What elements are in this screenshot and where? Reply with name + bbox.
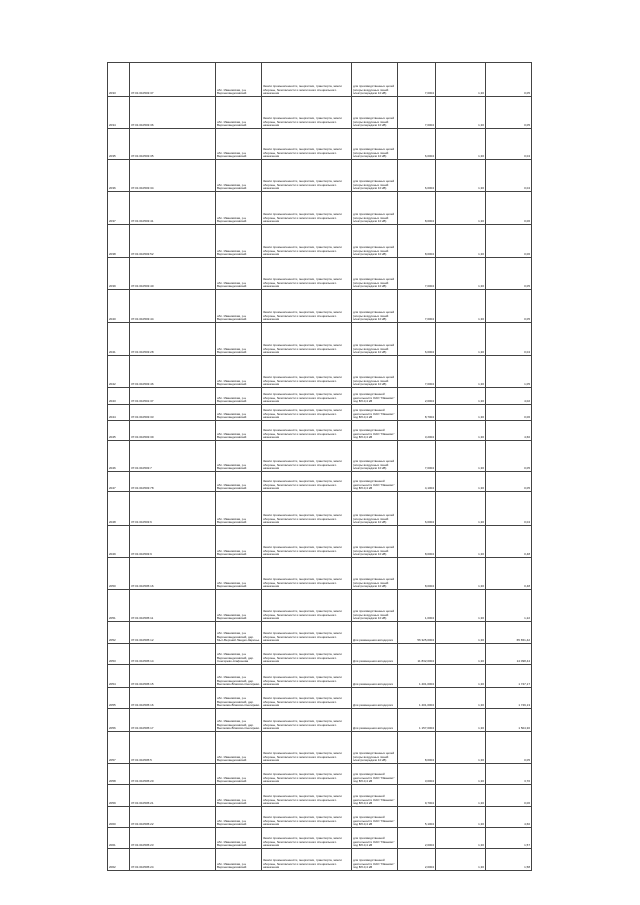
table-row — [108, 828, 532, 849]
cadastral-number: 37:01:010503:7 — [130, 441, 216, 472]
table-body — [108, 63, 532, 871]
permitted-use: для производственных целей (опоры воздушных линий электропередачи 10 кВ) — [352, 558, 398, 590]
table-row — [108, 732, 532, 764]
area-value: 7,0004 — [398, 258, 436, 290]
cadastral-number: 37:01:010501:37 — [130, 388, 216, 405]
sum-value: 0,06 — [486, 192, 532, 225]
coefficient-value: 1,30 — [436, 644, 486, 665]
land-category: Земли промышленности, энергетики, транспорта, земли обороны, безопасности и земли иного специального назначения — [262, 764, 352, 785]
coefficient-value: 1,30 — [436, 849, 486, 871]
coefficient-value: 1,30 — [436, 807, 486, 828]
address: обл. Ивановская, р-н Верхнеландеховский — [216, 526, 262, 558]
table-row — [108, 764, 532, 785]
table-row — [108, 290, 532, 323]
row-number: 2050 — [108, 558, 130, 590]
coefficient-value: 1,30 — [436, 688, 486, 709]
coefficient-value: 1,30 — [436, 258, 486, 290]
cadastral-number: 37:01:010505:16 — [130, 688, 216, 709]
permitted-use: для производственной деятельности ОАО "Иваново" под ВЛ-0,4 кВ — [352, 764, 398, 785]
coefficient-value: 1,30 — [436, 828, 486, 849]
permitted-use: Для размещения автодороги — [352, 688, 398, 709]
sum-value: 0,04 — [486, 323, 532, 356]
land-category: Земли промышленности, энергетики, транспорта, земли обороны, безопасности и земли иного специального назначения — [262, 644, 352, 665]
address: обл. Ивановская, р-н Верхнеландеховский — [216, 356, 262, 388]
table-row — [108, 492, 532, 526]
land-category: Земли промышленности, энергетики, транспорта, земли обороны, безопасности и земли иного специального назначения — [262, 356, 352, 388]
row-number: 2042 — [108, 356, 130, 388]
cadastral-number: 37:01:010503:36 — [130, 97, 216, 129]
cadastral-number: 37:01:010503:37 — [130, 63, 216, 97]
land-category: Земли промышленности, энергетики, транспорта, земли обороны, безопасности и земли иного специального назначения — [262, 622, 352, 644]
sum-value: 1,58 — [486, 849, 532, 871]
row-number: 2043 — [108, 388, 130, 405]
land-category: Земли промышленности, энергетики, транспорта, земли обороны, безопасности и земли иного специального назначения — [262, 290, 352, 323]
address: обл. Ивановская, р-н Верхнеландеховский, дер. Мыт-Верхний Ландех-Заречье — [216, 622, 262, 644]
row-number: 2047 — [108, 472, 130, 492]
cadastral-number: 37:01:010505:21 — [130, 785, 216, 807]
row-number: 2051 — [108, 590, 130, 622]
coefficient-value: 1,30 — [436, 323, 486, 356]
table-row — [108, 644, 532, 665]
sum-value: 1 747,17 — [486, 665, 532, 688]
cadastral-number: 37:01:010505:16 — [130, 558, 216, 590]
address: обл. Ивановская, р-н Верхнеландеховский — [216, 225, 262, 258]
table-row — [108, 709, 532, 732]
cadastral-number: 37:01:010503:78 — [130, 472, 216, 492]
cadastral-number: 37:01:010505:20 — [130, 764, 216, 785]
area-value: 56 325,0004 — [398, 622, 436, 644]
address: обл. Ивановская, р-н Верхнеландеховский — [216, 258, 262, 290]
row-number: 2055 — [108, 688, 130, 709]
address: обл. Ивановская, р-н Верхнеландеховский — [216, 558, 262, 590]
permitted-use: для производственных целей (опоры воздушных линий электропередачи 10 кВ) — [352, 732, 398, 764]
row-number: 2049 — [108, 526, 130, 558]
permitted-use: для производственных целей (опоры воздушных линий электропередачи 10 кВ) — [352, 63, 398, 97]
coefficient-value: 1,30 — [436, 192, 486, 225]
coefficient-value: 1,30 — [436, 665, 486, 688]
row-number: 2035 — [108, 129, 130, 160]
table-row — [108, 622, 532, 644]
sum-value: 1,05 — [486, 356, 532, 388]
address: обл. Ивановская, р-н Верхнеландеховский — [216, 160, 262, 192]
land-category: Земли промышленности, энергетики, транспорта, земли обороны, безопасности и земли иного специального назначения — [262, 63, 352, 97]
cadastral-number: 37:01:010503:52 — [130, 225, 216, 258]
coefficient-value: 1,30 — [436, 526, 486, 558]
cadastral-number: 37:01:010505:22 — [130, 807, 216, 828]
coefficient-value: 1,30 — [436, 472, 486, 492]
land-category: Земли промышленности, энергетики, транспорта, земли обороны, безопасности и земли иного специального назначения — [262, 558, 352, 590]
table-row — [108, 785, 532, 807]
row-number: 2054 — [108, 665, 130, 688]
area-value: 2,0004 — [398, 849, 436, 871]
address: обл. Ивановская, р-н Верхнеландеховский — [216, 764, 262, 785]
sum-value: 1 749,13 — [486, 688, 532, 709]
address: обл. Ивановская, р-н Верхнеландеховский — [216, 63, 262, 97]
table-row — [108, 688, 532, 709]
table-row — [108, 665, 532, 688]
permitted-use: для производственной деятельности ОАО "Иваново" под ВЛ-0,4 кВ — [352, 828, 398, 849]
address: обл. Ивановская, р-н Верхнеландеховский — [216, 323, 262, 356]
area-value: 2,0004 — [398, 388, 436, 405]
coefficient-value: 1,30 — [436, 225, 486, 258]
sum-value: 1,57 — [486, 828, 532, 849]
address: обл. Ивановская, р-н Верхнеландеховский, дер. Высоково-Власово-Снегирево — [216, 688, 262, 709]
area-value: 6,0004 — [398, 492, 436, 526]
cadastral-number: 37:01:010505:11 — [130, 590, 216, 622]
row-number: 2053 — [108, 644, 130, 665]
table-row — [108, 421, 532, 441]
area-value: 8,0004 — [398, 192, 436, 225]
cadastral-number: 37:01:010505:17 — [130, 709, 216, 732]
area-value: 2,0004 — [398, 828, 436, 849]
cadastral-number: 37:01:010503:9 — [130, 526, 216, 558]
sum-value: 0,05 — [486, 63, 532, 97]
address: обл. Ивановская, р-н Верхнеландеховский, дер. Высоково-Власово-Снегирево — [216, 709, 262, 732]
table-row — [108, 225, 532, 258]
cadastral-number: 37:01:010503:28 — [130, 323, 216, 356]
area-value: 7,0004 — [398, 290, 436, 323]
area-value: 1 401,0004 — [398, 688, 436, 709]
land-category: Земли промышленности, энергетики, транспорта, земли обороны, безопасности и земли иного специального назначения — [262, 129, 352, 160]
table-row — [108, 526, 532, 558]
address: обл. Ивановская, р-н Верхнеландеховский — [216, 472, 262, 492]
coefficient-value: 1,30 — [436, 160, 486, 192]
area-value: 8,0004 — [398, 526, 436, 558]
address: обл. Ивановская, р-н Верхнеландеховский — [216, 192, 262, 225]
coefficient-value: 1,30 — [436, 558, 486, 590]
table-row — [108, 356, 532, 388]
permitted-use: для производственных целей (опоры воздушных линий электропередачи 10 кВ) — [352, 441, 398, 472]
area-value: 8,0004 — [398, 732, 436, 764]
area-value: 8,0004 — [398, 558, 436, 590]
row-number: 2036 — [108, 160, 130, 192]
document-sheet — [107, 62, 531, 871]
row-number: 2060 — [108, 807, 130, 828]
row-number: 2041 — [108, 323, 130, 356]
land-category: Земли промышленности, энергетики, транспорта, земли обороны, безопасности и земли иного специального назначения — [262, 709, 352, 732]
cadastral-number: 37:01:010503:40 — [130, 258, 216, 290]
table-row — [108, 388, 532, 405]
table-row — [108, 192, 532, 225]
address: обл. Ивановская, р-н Верхнеландеховский — [216, 849, 262, 871]
permitted-use: для производственной деятельности ОАО "Иваново" под ВЛ-0,4 кВ — [352, 472, 398, 492]
address: обл. Ивановская, р-н Верхнеландеховский — [216, 421, 262, 441]
row-number: 2058 — [108, 764, 130, 785]
table-row — [108, 97, 532, 129]
cadastral-number: 37:01:010503:39 — [130, 421, 216, 441]
permitted-use: для производственных целей (опоры воздушных линий электропередачи 10 кВ) — [352, 97, 398, 129]
area-value: 7,0004 — [398, 356, 436, 388]
coefficient-value: 1,30 — [436, 421, 486, 441]
row-number: 2052 — [108, 622, 130, 644]
cadastral-number: 37:01:010505:12 — [130, 622, 216, 644]
address: обл. Ивановская, р-н Верхнеландеховский — [216, 290, 262, 323]
row-number: 2062 — [108, 849, 130, 871]
land-category: Земли промышленности, энергетики, транспорта, земли обороны, безопасности и земли иного специального назначения — [262, 590, 352, 622]
cadastral-number: 37:01:010503:41 — [130, 192, 216, 225]
cadastral-number: 37:01:010505:24 — [130, 849, 216, 871]
permitted-use: для производственных целей (опоры воздушных линий электропередачи 10 кВ) — [352, 323, 398, 356]
row-number: 2034 — [108, 97, 130, 129]
permitted-use: для производственной деятельности ОАО "Иваново" под ВЛ-0,4 кВ — [352, 388, 398, 405]
sum-value: 0,06 — [486, 225, 532, 258]
area-value: 6,0004 — [398, 323, 436, 356]
table-row — [108, 441, 532, 472]
area-value: 4,1004 — [398, 472, 436, 492]
row-number: 2039 — [108, 258, 130, 290]
address: обл. Ивановская, р-н Верхнеландеховский, дер. Снегирево-Агафонова — [216, 644, 262, 665]
coefficient-value: 1,30 — [436, 709, 486, 732]
area-value: 6,0004 — [398, 160, 436, 192]
land-category: Земли промышленности, энергетики, транспорта, земли обороны, безопасности и земли иного специального назначения — [262, 807, 352, 828]
address: обл. Ивановская, р-н Верхнеландеховский — [216, 492, 262, 526]
table-row — [108, 258, 532, 290]
sum-value: 0,04 — [486, 129, 532, 160]
land-category: Земли промышленности, энергетики, транспорта, земли обороны, безопасности и земли иного специального назначения — [262, 160, 352, 192]
row-number: 2046 — [108, 441, 130, 472]
coefficient-value: 1,30 — [436, 129, 486, 160]
row-number: 2048 — [108, 492, 130, 526]
row-number: 2040 — [108, 290, 130, 323]
area-value: 1,0004 — [398, 590, 436, 622]
address: обл. Ивановская, р-н Верхнеландеховский — [216, 388, 262, 405]
sum-value: 0,06 — [486, 785, 532, 807]
address: обл. Ивановская, р-н Верхнеландеховский — [216, 97, 262, 129]
land-category: Земли промышленности, энергетики, транспорта, земли обороны, безопасности и земли иного специального назначения — [262, 849, 352, 871]
coefficient-value: 1,30 — [436, 441, 486, 472]
land-category: Земли промышленности, энергетики, транспорта, земли обороны, безопасности и земли иного специального назначения — [262, 97, 352, 129]
sum-value: 3,70 — [486, 764, 532, 785]
row-number: 2044 — [108, 405, 130, 421]
area-value: 7,0004 — [398, 63, 436, 97]
permitted-use: для производственной деятельности ОАО "Иваново" под ВЛ-0,4 кВ — [352, 785, 398, 807]
land-category: Земли промышленности, энергетики, транспорта, земли обороны, безопасности и земли иного специального назначения — [262, 421, 352, 441]
area-value: 8,0004 — [398, 225, 436, 258]
permitted-use: для производственных целей (опоры воздушных линий электропередачи 10 кВ) — [352, 492, 398, 526]
coefficient-value: 1,30 — [436, 764, 486, 785]
address: обл. Ивановская, р-н Верхнеландеховский — [216, 732, 262, 764]
address: обл. Ивановская, р-н Верхнеландеховский — [216, 807, 262, 828]
table-row — [108, 807, 532, 828]
address: обл. Ивановская, р-н Верхнеландеховский — [216, 828, 262, 849]
permitted-use: для производственной деятельности ОАО "Иваново" под ВЛ-0,4 кВ — [352, 849, 398, 871]
sum-value: 0,05 — [486, 441, 532, 472]
land-category: Земли промышленности, энергетики, транспорта, земли обороны, безопасности и земли иного специального назначения — [262, 492, 352, 526]
permitted-use: для производственных целей (опоры воздушных линий электропередачи 10 кВ) — [352, 192, 398, 225]
coefficient-value: 1,30 — [436, 290, 486, 323]
sum-value: 65 651,42 — [486, 622, 532, 644]
permitted-use: для производственных целей (опоры воздушных линий электропередачи 10 кВ) — [352, 225, 398, 258]
cadastral-number: 37:01:010503:46 — [130, 356, 216, 388]
area-value: 8,7004 — [398, 405, 436, 421]
sum-value: 0,04 — [486, 160, 532, 192]
coefficient-value: 1,30 — [436, 732, 486, 764]
coefficient-value: 1,30 — [436, 405, 486, 421]
address: обл. Ивановская, р-н Верхнеландеховский — [216, 405, 262, 421]
coefficient-value: 1,30 — [436, 63, 486, 97]
row-number: 2056 — [108, 709, 130, 732]
address: обл. Ивановская, р-н Верхнеландеховский — [216, 441, 262, 472]
cadastral-number: 37:01:010503:35 — [130, 129, 216, 160]
sum-value: 0,05 — [486, 290, 532, 323]
table-row — [108, 472, 532, 492]
sum-value: 14 098,44 — [486, 644, 532, 665]
table-row — [108, 849, 532, 871]
row-number: 2057 — [108, 732, 130, 764]
area-value: 5,1004 — [398, 807, 436, 828]
permitted-use: для производственной деятельности ОАО "Иваново" под ВЛ-0,4 кВ — [352, 405, 398, 421]
area-value: 11 832,0004 — [398, 644, 436, 665]
land-category: Земли промышленности, энергетики, транспорта, земли обороны, безопасности и земли иного специального назначения — [262, 192, 352, 225]
row-number: 2037 — [108, 192, 130, 225]
land-category: Земли промышленности, энергетики, транспорта, земли обороны, безопасности и земли иного специального назначения — [262, 526, 352, 558]
cadastral-number: 37:01:010505:5 — [130, 732, 216, 764]
coefficient-value: 1,30 — [436, 97, 486, 129]
land-category: Земли промышленности, энергетики, транспорта, земли обороны, безопасности и земли иного специального назначения — [262, 323, 352, 356]
area-value: 1 401,0004 — [398, 665, 436, 688]
cadastral-number: 37:01:010503:33 — [130, 405, 216, 421]
table-row — [108, 129, 532, 160]
sum-value: 4,60 — [486, 421, 532, 441]
table-row — [108, 590, 532, 622]
area-value: 3,2004 — [398, 421, 436, 441]
permitted-use: Для размещения автодороги — [352, 622, 398, 644]
permitted-use: для производственных целей (опоры воздушных линий электропередачи 10 кВ) — [352, 290, 398, 323]
sum-value: 0,05 — [486, 732, 532, 764]
cadastral-number: 37:01:010505:15 — [130, 665, 216, 688]
sum-value: 0,05 — [486, 258, 532, 290]
permitted-use: для производственных целей (опоры воздушных линий электропередачи 10 кВ) — [352, 356, 398, 388]
row-number: 2061 — [108, 828, 130, 849]
area-value: 7,0004 — [398, 441, 436, 472]
coefficient-value: 1,30 — [436, 388, 486, 405]
permitted-use: для производственных целей (опоры воздушных линий электропередачи 10 кВ) — [352, 129, 398, 160]
land-category: Земли промышленности, энергетики, транспорта, земли обороны, безопасности и земли иного специального назначения — [262, 405, 352, 421]
permitted-use: для производственной деятельности ОАО "Иваново" под ВЛ-0,4 кВ — [352, 807, 398, 828]
sum-value: 0,05 — [486, 97, 532, 129]
land-category: Земли промышленности, энергетики, транспорта, земли обороны, безопасности и земли иного специального назначения — [262, 258, 352, 290]
cadastral-number: 37:01:010505:23 — [130, 828, 216, 849]
cadastral-number: 37:01:010505:14 — [130, 644, 216, 665]
permitted-use: Для размещения автодороги — [352, 644, 398, 665]
table-row — [108, 405, 532, 421]
area-value: 9,7004 — [398, 785, 436, 807]
row-number: 2038 — [108, 225, 130, 258]
table-row — [108, 63, 532, 97]
sum-value: 4,02 — [486, 388, 532, 405]
land-category: Земли промышленности, энергетики, транспорта, земли обороны, безопасности и земли иного специального назначения — [262, 441, 352, 472]
permitted-use: Для размещения автодороги — [352, 665, 398, 688]
land-category: Земли промышленности, энергетики, транспорта, земли обороны, безопасности и земли иного специального назначения — [262, 785, 352, 807]
coefficient-value: 1,30 — [436, 785, 486, 807]
area-value: 1 157,0004 — [398, 709, 436, 732]
land-category: Земли промышленности, энергетики, транспорта, земли обороны, безопасности и земли иного специального назначения — [262, 732, 352, 764]
row-number: 2059 — [108, 785, 130, 807]
area-value: 6,0004 — [398, 129, 436, 160]
sum-value: 1,22 — [486, 590, 532, 622]
address: обл. Ивановская, р-н Верхнеландеховский, дер. Высоково-Власово-Снегирево — [216, 665, 262, 688]
coefficient-value: 1,30 — [436, 622, 486, 644]
table-row — [108, 558, 532, 590]
sum-value: 0,04 — [486, 492, 532, 526]
sum-value: 4,60 — [486, 807, 532, 828]
land-category: Земли промышленности, энергетики, транспорта, земли обороны, безопасности и земли иного специального назначения — [262, 665, 352, 688]
land-category: Земли промышленности, энергетики, транспорта, земли обороны, безопасности и земли иного специального назначения — [262, 225, 352, 258]
sum-value: 0,48 — [486, 558, 532, 590]
coefficient-value: 1,30 — [436, 492, 486, 526]
row-number: 2045 — [108, 421, 130, 441]
land-plots-table — [107, 62, 532, 871]
cadastral-number: 37:01:010503:44 — [130, 290, 216, 323]
area-value: 7,0004 — [398, 97, 436, 129]
sum-value: 0,05 — [486, 472, 532, 492]
coefficient-value: 1,30 — [436, 356, 486, 388]
area-value: 3,0004 — [398, 764, 436, 785]
permitted-use: для производственных целей (опоры воздушных линий электропередачи 10 кВ) — [352, 160, 398, 192]
address: обл. Ивановская, р-н Верхнеландеховский — [216, 785, 262, 807]
address: обл. Ивановская, р-н Верхнеландеховский — [216, 129, 262, 160]
land-category: Земли промышленности, энергетики, транспорта, земли обороны, безопасности и земли иного специального назначения — [262, 688, 352, 709]
permitted-use: для производственных целей (опоры воздушных линий электропередачи 10 кВ) — [352, 258, 398, 290]
address: обл. Ивановская, р-н Верхнеландеховский — [216, 590, 262, 622]
permitted-use: для производственной деятельности ОАО "Иваново" под ВЛ-0,4 кВ — [352, 421, 398, 441]
permitted-use: Для размещения автодороги — [352, 709, 398, 732]
coefficient-value: 1,30 — [436, 590, 486, 622]
land-category: Земли промышленности, энергетики, транспорта, земли обороны, безопасности и земли иного специального назначения — [262, 472, 352, 492]
permitted-use: для производственных целей (опоры воздушных линий электропередачи 10 кВ) — [352, 590, 398, 622]
sum-value: 0,48 — [486, 526, 532, 558]
table-row — [108, 323, 532, 356]
cadastral-number: 37:01:010503:34 — [130, 160, 216, 192]
land-category: Земли промышленности, энергетики, транспорта, земли обороны, безопасности и земли иного специального назначения — [262, 828, 352, 849]
cadastral-number: 37:01:010503:6 — [130, 492, 216, 526]
sum-value: 0,06 — [486, 405, 532, 421]
permitted-use: для производственных целей (опоры воздушных линий электропередачи 10 кВ) — [352, 526, 398, 558]
row-number: 2033 — [108, 63, 130, 97]
land-category: Земли промышленности, энергетики, транспорта, земли обороны, безопасности и земли иного специального назначения — [262, 388, 352, 405]
table-row — [108, 160, 532, 192]
sum-value: 1 504,30 — [486, 709, 532, 732]
